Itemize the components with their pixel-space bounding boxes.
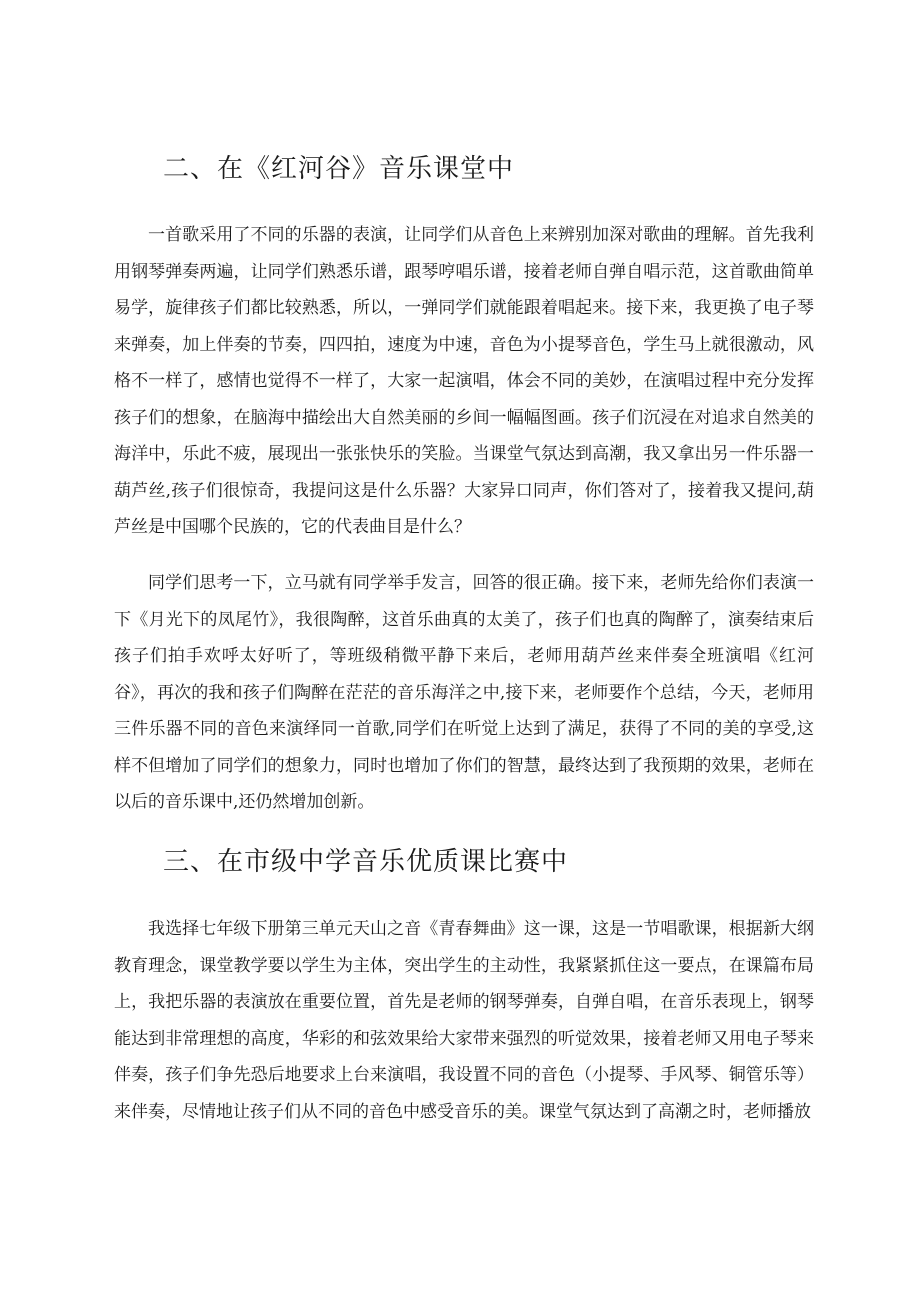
section-heading-2: 二、在《红河谷》音乐课堂中: [163, 154, 515, 184]
section-2-paragraph-2: 同学们思考一下，立马就有同学举手发言，回答的很正确。接下来，老师先给你们表演一下《月光下的凤尾竹》，我很陶醉，这首乐曲真的太美了，孩子们也真的陶醉了，演奏结束后孩子们拍手欢呼太好听了，等班级稍微平静下来后，老师用葫芦丝来伴奏全班演唱《红河谷》，再次的我和孩子们陶醉在茫茫的音乐海洋之中,接下来，老师要作个总结，今天，老师用三件乐器不同的音色来演绎同一首歌,同学们在听觉上达到了满足，获得了不同的美的享受,这样不但增加了同学们的想象力，同时也增加了你们的智慧，最终达到了我预期的效果，老师在以后的音乐课中,还仍然增加创新。: [114, 573, 814, 812]
section-2-paragraph-1: 一首歌采用了不同的乐器的表演，让同学们从音色上来辨别加深对歌曲的理解。首先我利用钢琴弹奏两遍，让同学们熟悉乐谱，跟琴哼唱乐谱，接着老师自弹自唱示范，这首歌曲简单易学，旋律孩子们都比较熟悉，所以，一弹同学们就能跟着唱起来。接下来，我更换了电子琴来弹奏，加上伴奏的节奏，四四拍，速度为中速，音色为小提琴音色，学生马上就很激动，风格不一样了，感情也觉得不一样了，大家一起演唱，体会不同的美妙，在演唱过程中充分发挥孩子们的想象，在脑海中描绘出大自然美丽的乡间一幅幅图画。孩子们沉浸在对追求自然美的海洋中，乐此不疲，展现出一张张快乐的笑脸。当课堂气氛达到高潮，我又拿出另一件乐器一葫芦丝,孩子们很惊奇，我提问这是什么乐器？大家异口同声，你们答对了，接着我又提问,葫芦丝是中国哪个民族的，它的代表曲目是什么？: [114, 225, 814, 537]
section-heading-3: 三、在市级中学音乐优质课比赛中: [163, 847, 569, 877]
section-3-paragraph-1: 我选择七年级下册第三单元天山之音《青春舞曲》这一课，这是一节唱歌课，根据新大纲教育理念，课堂教学要以学生为主体，突出学生的主动性，我紧紧抓住这一要点，在课篇布局上，我把乐器的表演放在重要位置，首先是老师的钢琴弹奏，自弹自唱，在音乐表现上，钢琴能达到非常理想的高度，华彩的和弦效果给大家带来强烈的听觉效果，接着老师又用电子琴来伴奏，孩子们争先恐后地要求上台来演唱，我设置不同的音色（小提琴、手风琴、铜管乐等）来伴奏，尽情地让孩子们从不同的音色中感受音乐的美。课堂气氛达到了高潮之时，老师播放: [114, 919, 814, 1122]
